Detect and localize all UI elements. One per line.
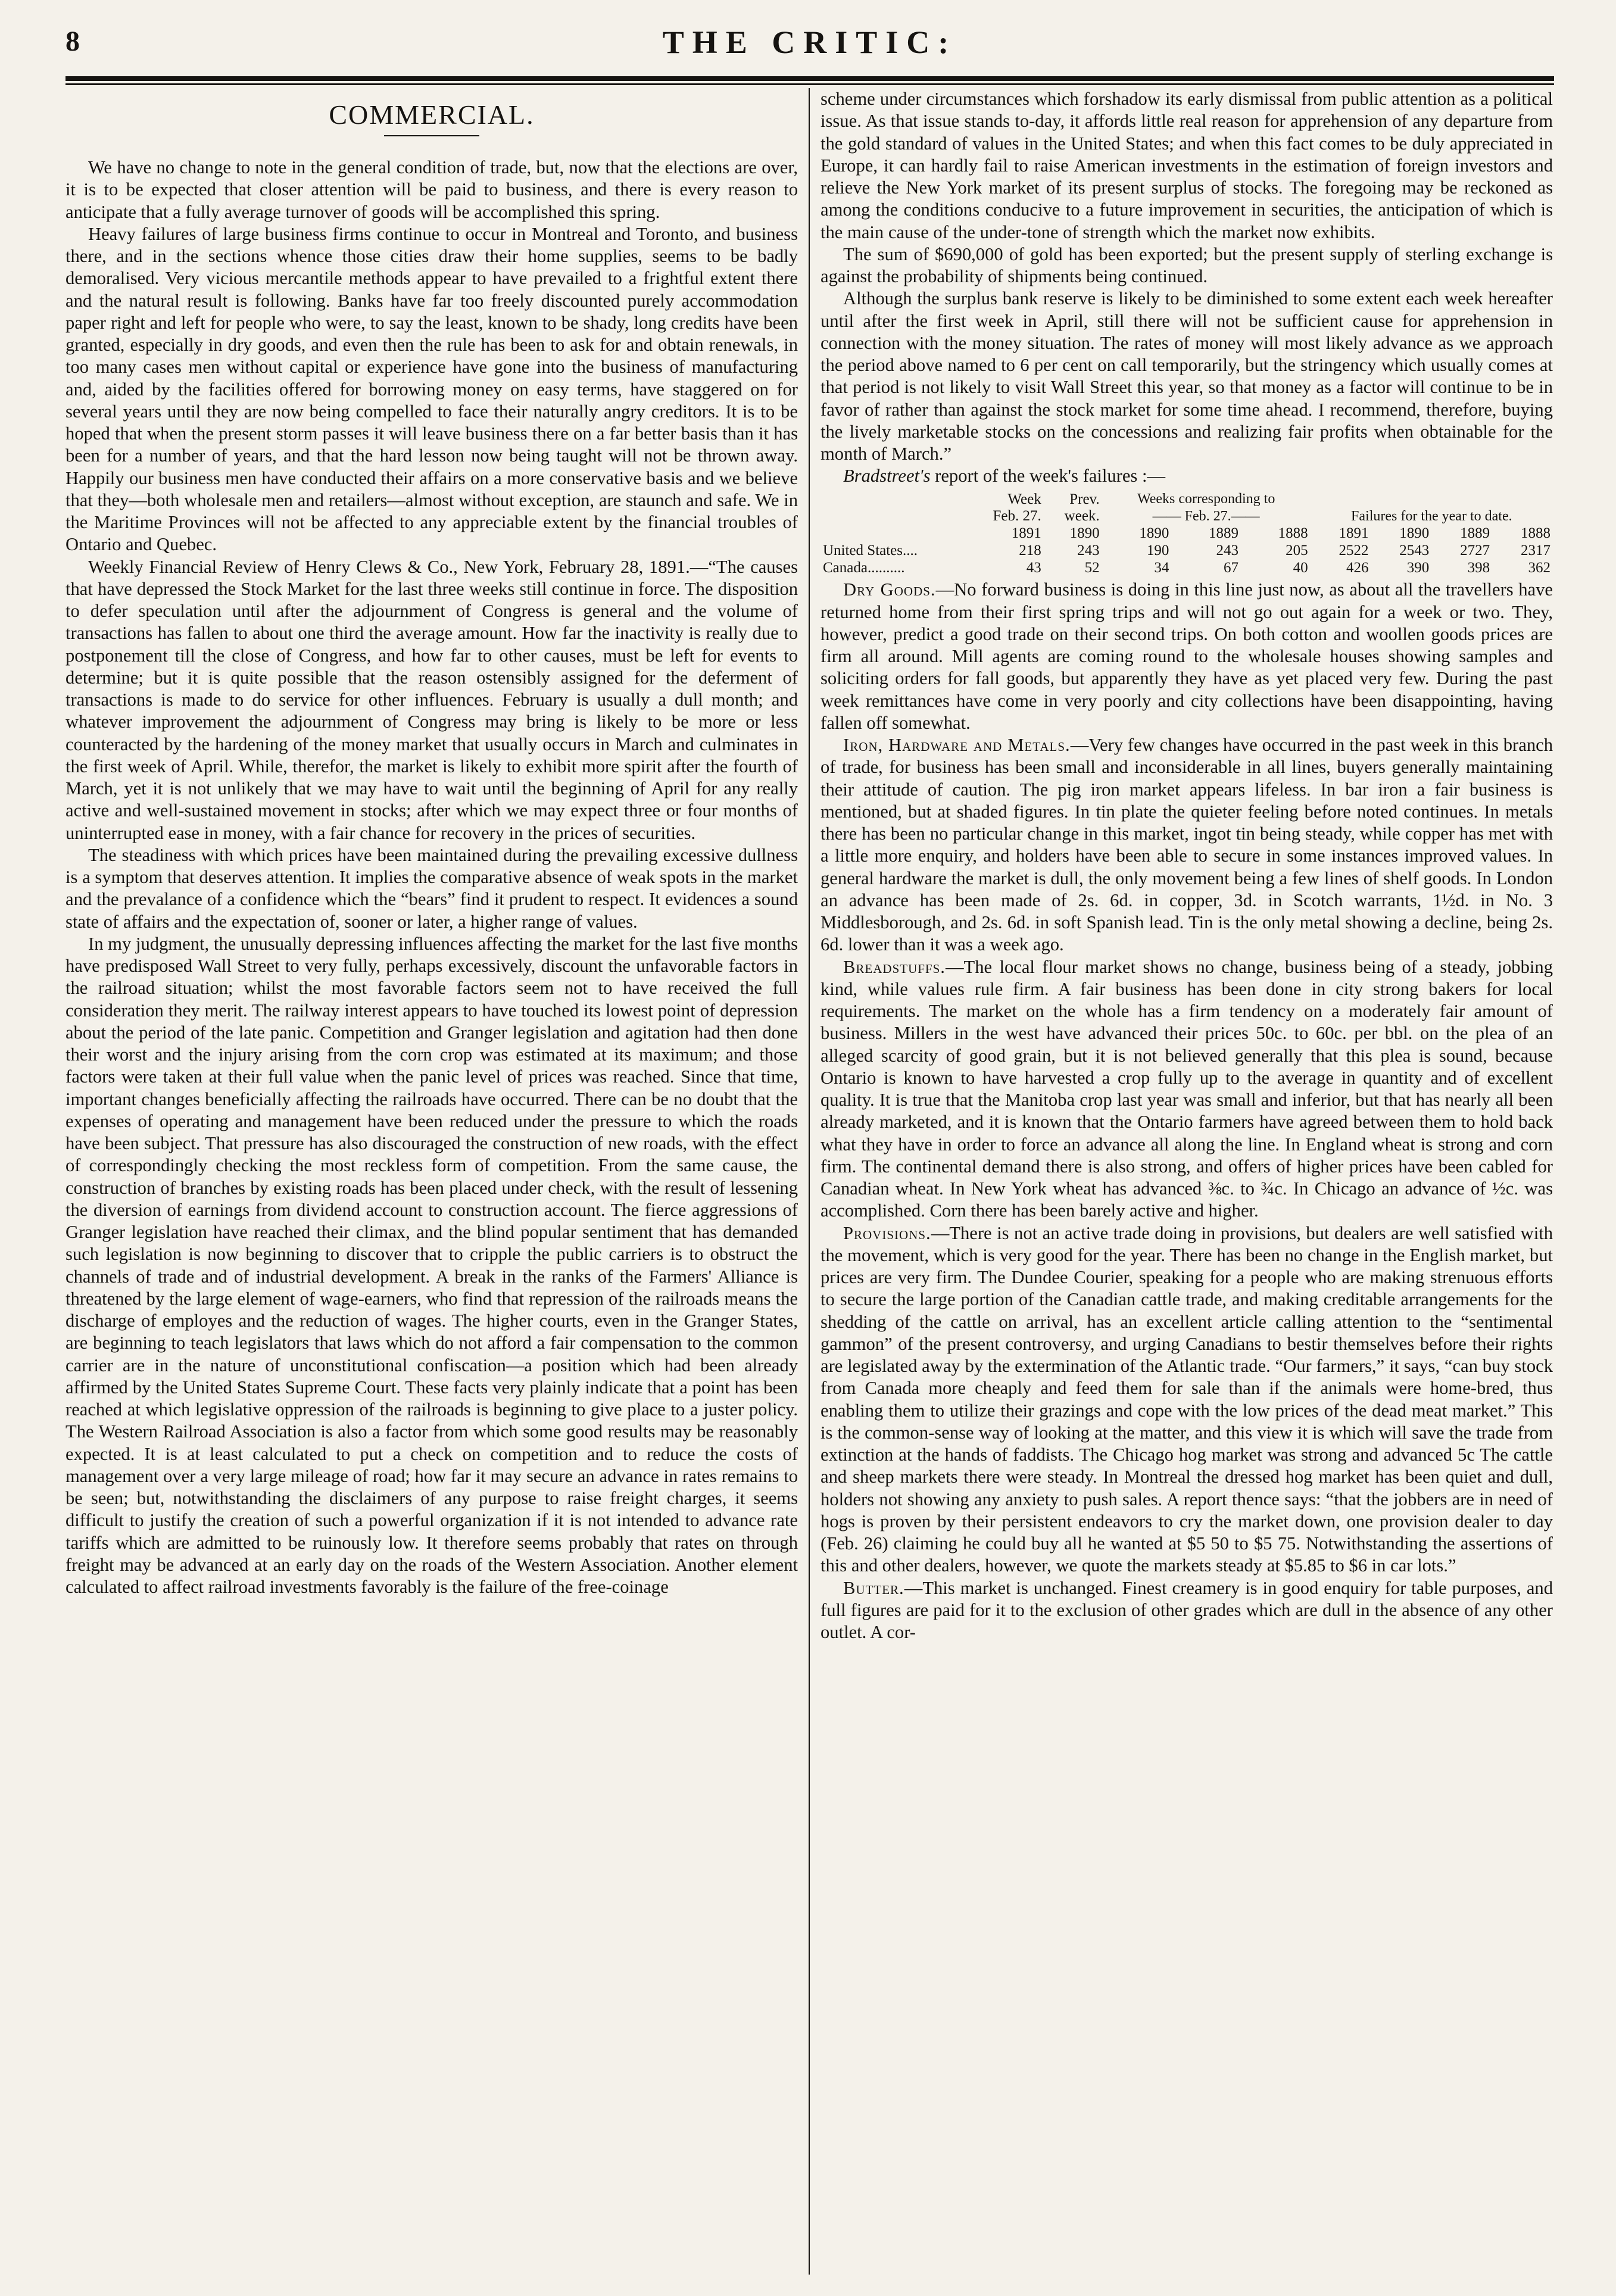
- year-cell: 1891: [1339, 525, 1369, 541]
- trade-text: —Very few changes have occurred in the past week in this branch of trade, for business has been small and inconsiderable in all lines, buyers generally maintaining their attitude of caution. The pig iron market appears lifeless. In bar iron a fair business is mentioned, but at shaded figures. In tin plate the quieter feeling before noted continues. In metals there has been no particular change in this market, ingot tin being steady, while copper has met with a little more enquiry, and holders have been able to secure in some instances improved values. In general hardware the market is dull, the only movement being a few lines of shelf goods. In London an advance has been made of 2s. 6d. in copper, 3d. in Scotch warrants, 1½d. in No. 3 Middlesborough, and 2s. 6d. in soft Spanish lead. Tin is the only metal showing a decline, being 2s. 6d. lower than it was a week ago.: [821, 735, 1553, 955]
- trade-text: —There is not an active trade doing in provisions, but dealers are well satisfied with the movement, which is very good for the year. There has been no change in the English market, but prices are very firm. The Dundee Courier, speaking for a people who are making strenuous efforts to secure the large portion of the Canadian cattle trade, and making creditable arrangements for the shedding of the cattle on arrival, has an excellent article calling attention to the “sentimental gammon” of the present controversy, and urging Canadians to bestir themselves before their rights are legislated away by the extermination of the Atlantic trade. “Our farmers,” it says, “can buy stock from Canada more cheaply and feed them for sale than if the animals were home-bred, thus enabling them to utilize their grazings and cope with the low prices of the dead meat market.” This is the common-sense way of looking at the matter, and this view it is which will save the trade from extinction at the hands of faddists. The Chicago hog market was strong and advanced 5c The cattle and sheep markets there were steady. In Montreal the dressed hog market has been quiet and dull, holders not showing any anxiety to push sales. A report thence says: “that the jobbers are in need of hogs is proven by their persistent endeavors to cry the market down, one provision dealer to day (Feb. 26) claiming he could buy all he wanted at $5 50 to $5 75. Notwithstanding the assertions of this and other dealers, however, we quote the markets steady at $5.85 to $6 in car lots.”: [821, 1222, 1553, 1576]
- table-cell: 205: [1286, 542, 1308, 559]
- table-cell: 190: [1146, 542, 1169, 559]
- row-label: Canada..........: [823, 559, 905, 576]
- section-title: COMMERCIAL.: [329, 99, 535, 130]
- table-cell: 2522: [1339, 542, 1369, 559]
- article-paragraph: scheme under circumstances which forshadow its early dismissal from public attention as a political issue. As that issue stands to-day, it affords little real reason for apprehension of any departure from the gold standard of values in the United States; and when this fact comes to be duly appreciated in Europe, it can hardly fail to raise American investments in the estimation of foreign investors and relieve the New York market of its present surplus of stocks. The foregoing may be reckoned as among the conditions conducive to a future improvement in securities, the anticipation of which is the main cause of the under-tone of strength which the market now exhibits.: [821, 89, 1553, 242]
- trade-section-dry-goods: [821, 579, 1553, 734]
- table-cell: 2543: [1399, 542, 1430, 559]
- bradstreet-intro-text: report of the week's failures :—: [930, 466, 1166, 486]
- trade-text: —This market is unchanged. Finest creamery is in good enquiry for table purposes, and full figures are paid for it to the exclusion of other grades which are dull in the absence of any other outlet. A cor-: [821, 1577, 1553, 1642]
- table-header: Weeks corresponding to: [1137, 491, 1275, 507]
- article-paragraph: Heavy failures of large business firms continue to occur in Montreal and Toronto, and business there, and in the sections whence those cities draw their home supplies, seems to be badly demoralised. Very vicious mercantile methods appear to have prevailed to a frightful extent there and the natural result is following. Banks have far too freely discounted purely accommodation paper right and left for people who were, to say the least, known to be shady, long credits have been granted, especially in dry goods, and even then the rule has been to ask for and obtain renewals, in too many cases men without capital or experience have gone into the business of manufacturing and, aided by the facilities offered for borrowing money on easy terms, have staggered on for several years until they are now being compelled to face their naturally angry creditors. It is to be hoped that when the present storm passes it will leave business there on a far better basis than it has been for a number of years, and that the hard lesson now being taught will not be thrown away. Happily our business men have conducted their affairs on a more conservative basis and we believe that they—both wholesale men and retailers—almost without exception, are staunch and safe. We in the Maritime Provinces will not be affected to any appreciable extent by the financial troubles of Ontario and Quebec.: [65, 223, 798, 555]
- table-cell: 390: [1406, 559, 1430, 576]
- trade-heading: Dry Goods.: [843, 579, 936, 600]
- masthead: [65, 24, 1554, 73]
- trade-section-breadstuffs: [821, 956, 1553, 1222]
- table-cell: 34: [1154, 559, 1169, 576]
- table-header: week.: [1064, 508, 1100, 525]
- left-column: [65, 88, 798, 2275]
- table-header: Prev.: [1069, 491, 1100, 507]
- newspaper-title: THE CRITIC:: [662, 24, 957, 60]
- trade-heading: Breadstuffs.: [843, 956, 946, 977]
- table-row: [821, 542, 1553, 560]
- table-cell: 52: [1084, 559, 1100, 576]
- year-cell: 1889: [1460, 525, 1490, 541]
- year-cell: 1890: [1399, 525, 1430, 541]
- table-cell: 43: [1026, 559, 1041, 576]
- table-cell: 362: [1528, 559, 1551, 576]
- year-cell: 1888: [1521, 525, 1551, 541]
- table-cell: 2727: [1460, 542, 1490, 559]
- table-cell: 218: [1019, 542, 1041, 559]
- trade-text: —No forward business is doing in this line just now, as about all the travellers have returned home from their first spring trips and will not go out again for a week or two. They, however, predict a good trade on their second trips. On both cotton and woollen goods prices are firm all around. Mill agents are coming round to the wholesale houses showing samples and soliciting orders for fall goods, but apparently they have as yet placed very few. During the past week remittances have come in very poorly and city collections have been disappointing, having fallen off somewhat.: [821, 579, 1553, 733]
- table-cell: 40: [1293, 559, 1308, 576]
- table-row: [821, 560, 1553, 577]
- row-label: United States....: [823, 542, 918, 559]
- article-paragraph: The sum of $690,000 of gold has been exported; but the present supply of sterling exchange is against the probability of shipments being continued.: [821, 244, 1553, 286]
- trade-section-iron: [821, 734, 1553, 956]
- article-paragraph: Weekly Financial Review of Henry Clews & Co., New York, February 28, 1891.—“The causes that have depressed the Stock Market for the last three weeks still continue in force. The disposition to defer speculation until after the adjournment of Congress is general and the volume of transactions has fallen to about one third the average amount. How far the inactivity is really due to postponement till the close of Congress, and how far to other causes, must be left for events to determine; but it is quite possible that the reason ostensibly assigned for the deferment of transactions is made to do service for other influences. February is usually a dull month; and whatever improvement the adjournment of Congress may bring is likely to be more or less counteracted by the hardening of the money market that usually occurs in March and culminates in the first week of April. While, therefor, the market is likely to exhibit more spirit after the fourth of March, yet it is not unlikely that we may have to wait until the beginning of April for any really active and well-sustained movement in stocks; after which we may expect three or four months of uninterrupted ease in money, with a fair chance for recovery in the prices of securities.: [65, 556, 798, 843]
- table-header-row: [821, 491, 1553, 509]
- table-cell: 398: [1467, 559, 1490, 576]
- article-paragraph: Although the surplus bank reserve is likely to be diminished to some extent each week hereafter until after the first week in April, still there will not be sufficient cause for apprehension in connection with the money situation. The rates of money will most likely advance as we approach the period above named to 6 per cent on call temporarily, but the stringency which usually comes at that period is not likely to visit Wall Street this year, so that money as a factor will continue to be in favor of rather than against the stock market for some time ahead. I recommend, therefore, buying the lively marketable stocks on the concessions and realizing fair profits when obtainable for the month of March.”: [821, 288, 1553, 464]
- table-cell: 243: [1216, 542, 1238, 559]
- year-cell: 1890: [1139, 525, 1169, 541]
- trade-heading: Butter.: [843, 1577, 904, 1598]
- article-paragraph: The steadiness with which prices have been maintained during the prevailing excessive dullness is a symptom that deserves attention. It implies the comparative absence of weak spots in the market and the prevalance of a confidence which the “bears” find it prudent to respect. It evidences a sound state of affairs and the expectation of, sooner or later, a higher range of values.: [65, 844, 798, 932]
- page-number: 8: [65, 26, 80, 57]
- table-cell: 426: [1346, 559, 1369, 576]
- failures-table: [821, 491, 1553, 577]
- year-cell: 1890: [1069, 525, 1100, 541]
- bradstreet-name: Bradstreet's: [843, 466, 931, 486]
- masthead-rule: [65, 76, 1554, 81]
- table-cell: 243: [1077, 542, 1100, 559]
- table-header: Failures for the year to date.: [1351, 508, 1512, 524]
- columns: [65, 88, 1554, 2275]
- trade-section-butter: [821, 1577, 1553, 1644]
- year-cell: 1889: [1208, 525, 1238, 541]
- table-header: Feb. 27.: [993, 508, 1041, 525]
- right-column: [821, 88, 1553, 2275]
- table-cell: 67: [1223, 559, 1238, 576]
- table-header: Week: [1007, 491, 1041, 507]
- table-header-row: [821, 508, 1553, 525]
- table-cell: 2317: [1521, 542, 1551, 559]
- trade-heading: Iron, Hardware and Metals.: [843, 735, 1071, 755]
- section-rule: [384, 135, 479, 136]
- year-cell: 1888: [1278, 525, 1308, 541]
- table-header: —— Feb. 27.——: [1152, 508, 1260, 524]
- trade-section-provisions: [821, 1222, 1553, 1577]
- trade-text: —The local flour market shows no change, business being of a steady, jobbing kind, while values rule firm. A fair business has been done in city strong bakers for local requirements. The market on the whole has a firm tendency on a moderately fair amount of business. Millers in the west have advanced their prices 50c. to 60c. per bbl. on the plea of an alleged scarcity of good grain, but it is not believed generally that this plea is sound, because Ontario is known to have harvested a crop fully up to the average in quantity and of excellent quality. It is true that the Manitoba crop last year was small and inferior, but that has nearly all been already marketed, and it is known that the Ontario farmers have agreed between them to hold back what they have in order to force an advance all along the line. In England wheat is strong and corn firm. The continental demand there is also strong, and offers of higher prices have been cabled for Canadian wheat. In New York wheat has advanced ⅜c. to ¾c. In Chicago an advance of ½c. was accomplished. Corn there has been barely active and higher.: [821, 956, 1553, 1221]
- year-cell: 1891: [1011, 525, 1041, 541]
- article-paragraph: In my judgment, the unusually depressing influences affecting the market for the last five months have predisposed Wall Street to very fully, perhaps excessively, discount the unfavorable factors in the railroad situation; whilst the most favorable factors seem not to have received the full consideration they merit. The railway interest appears to have touched its lowest point of depression about the period of the late panic. Competition and Granger legislation and agitation had then done their worst and the injury arising from the corn crop was estimated at its maximum; and those factors were taken at their full value when the panic level of prices was reached. Since that time, important changes beneficially affecting the railroads have occurred. There can be no doubt that the expenses of operating and management have been reduced under the pressure to which the roads have been subject. That pressure has also discouraged the construction of new roads, with the effect of correspondingly checking the most reckless form of competition. From the same cause, the construction of branches by existing roads has been placed under check, with the result of lessening the diversion of earnings from dividend account to construction account. The fierce aggressions of Granger legislation have reached their climax, and the blind popular sentiment that has demanded such legislation is now beginning to discover that to cripple the public carriers is to obstruct the channels of trade and of industrial development. A break in the ranks of the Farmers' Alliance is threatened by the large element of wage-earners, who find that repression of the railroads means the discharge of employes and the reduction of wages. The higher courts, even in the Granger States, are beginning to teach legislators that laws which do not afford a fair compensation to the common carrier are in the nature of unconstitutional confiscation—a position which had been already affirmed by the United States Supreme Court. These facts very plainly indicate that a point has been reached at which legislative oppression of the railroads is beginning to give place to a juster policy. The Western Railroad Association is also a factor from which some good results may be reasonably expected. It is at least calculated to put a check on competition and to reduce the costs of management over a very large mileage of road; how far it may secure an advance in rates remains to be seen; but, notwithstanding the disclaimers of any purpose to raise freight charges, it seems difficult to justify the creation of such a powerful organization if it is not intended to advance rate tariffs which are admitted to be ruinously low. It therefore seems probably that rates on through freight may be advanced at an early day on the roads of the Western Association. Another element calculated to affect railroad investments favorably is the failure of the free-coinage: [65, 933, 798, 1597]
- article-paragraph: We have no change to note in the general condition of trade, but, now that the elections are over, it is to be expected that closer attention will be paid to business, and there is every reason to anticipate that a fully average turnover of goods will be accomplished this spring.: [65, 157, 798, 222]
- trade-heading: Provisions.: [843, 1222, 931, 1243]
- column-divider: [798, 88, 821, 2275]
- bradstreet-intro: [821, 465, 1553, 487]
- table-years-row: [821, 525, 1553, 542]
- newspaper-page: [65, 24, 1554, 2275]
- masthead-rule-thin: [65, 83, 1554, 85]
